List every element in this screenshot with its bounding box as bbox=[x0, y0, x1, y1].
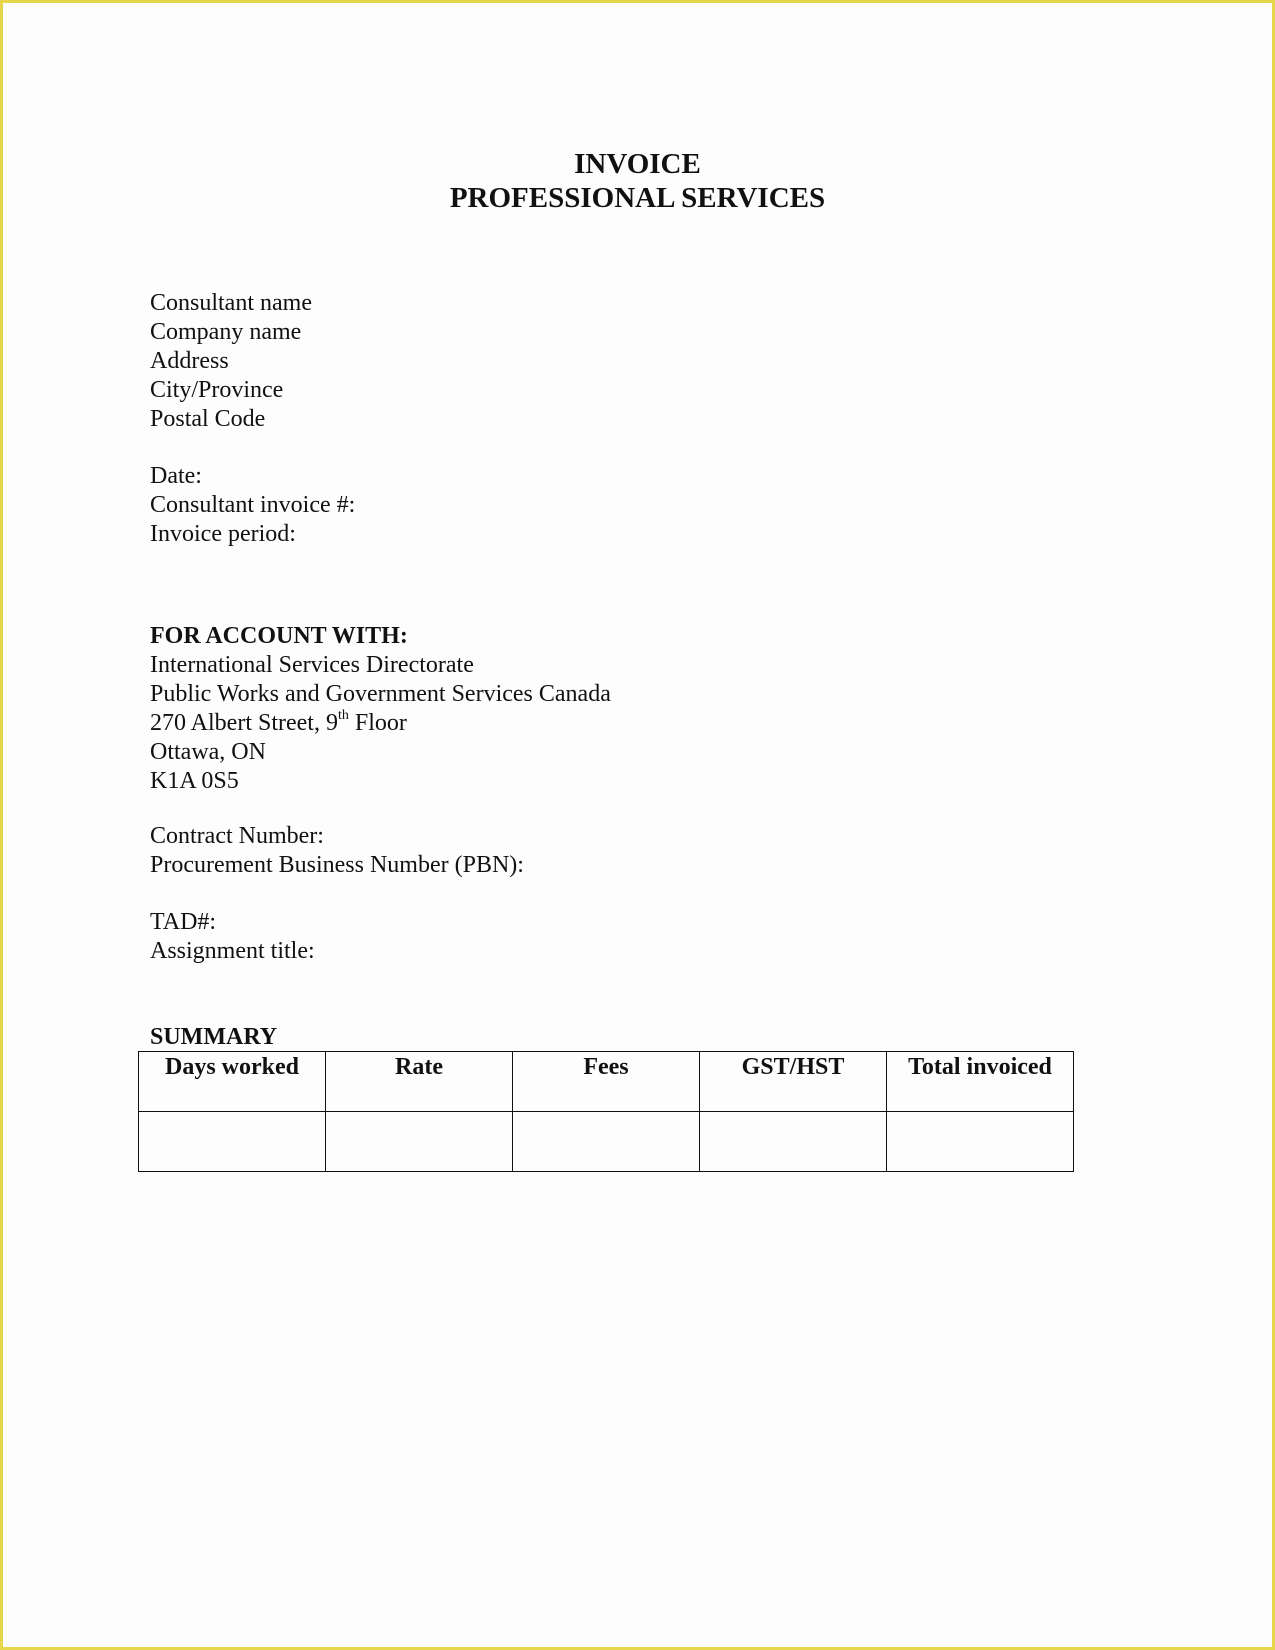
header-total-invoiced: Total invoiced bbox=[887, 1052, 1074, 1112]
header-gst-hst: GST/HST bbox=[700, 1052, 887, 1112]
title-line-2: PROFESSIONAL SERVICES bbox=[449, 182, 826, 214]
date-label: Date: bbox=[150, 463, 202, 489]
company-name: Company name bbox=[150, 319, 302, 345]
pbn-label: Procurement Business Number (PBN): bbox=[150, 852, 524, 878]
assignment-title-label: Assignment title: bbox=[150, 938, 315, 964]
account-postal: K1A 0S5 bbox=[150, 768, 239, 794]
street-floor: Floor bbox=[348, 710, 407, 736]
street-main: 270 Albert Street, 9 bbox=[150, 710, 338, 736]
invoice-title bbox=[3, 147, 1272, 215]
contract-number-label: Contract Number: bbox=[150, 823, 324, 849]
header-days-worked: Days worked bbox=[139, 1052, 326, 1112]
account-line-2: Public Works and Government Services Canada bbox=[150, 681, 611, 707]
cell-rate[interactable] bbox=[326, 1112, 513, 1172]
cell-fees[interactable] bbox=[513, 1112, 700, 1172]
invoice-number-label: Consultant invoice #: bbox=[150, 492, 356, 518]
contract-block bbox=[150, 822, 524, 880]
title-line-1: INVOICE bbox=[574, 148, 701, 180]
consultant-block bbox=[150, 289, 312, 434]
city-province: City/Province bbox=[150, 377, 284, 403]
account-street bbox=[150, 709, 611, 738]
account-city: Ottawa, ON bbox=[150, 739, 266, 765]
header-rate: Rate bbox=[326, 1052, 513, 1112]
address: Address bbox=[150, 348, 229, 374]
assignment-block bbox=[150, 908, 315, 966]
account-line-1: International Services Directorate bbox=[150, 652, 474, 678]
table-row bbox=[139, 1112, 1074, 1172]
postal-code: Postal Code bbox=[150, 406, 266, 432]
summary-label: SUMMARY bbox=[150, 1024, 278, 1050]
summary-header-row bbox=[139, 1052, 1074, 1112]
invoice-info-block bbox=[150, 462, 355, 549]
cell-total-invoiced[interactable] bbox=[887, 1112, 1074, 1172]
header-fees: Fees bbox=[513, 1052, 700, 1112]
cell-days-worked[interactable] bbox=[139, 1112, 326, 1172]
cell-gst-hst[interactable] bbox=[700, 1112, 887, 1172]
tad-label: TAD#: bbox=[150, 909, 217, 935]
invoice-period-label: Invoice period: bbox=[150, 521, 296, 547]
summary-table bbox=[138, 1051, 1074, 1172]
consultant-name: Consultant name bbox=[150, 290, 312, 316]
account-block bbox=[150, 622, 611, 796]
street-superscript: th bbox=[337, 708, 349, 723]
account-heading: FOR ACCOUNT WITH: bbox=[150, 623, 408, 649]
